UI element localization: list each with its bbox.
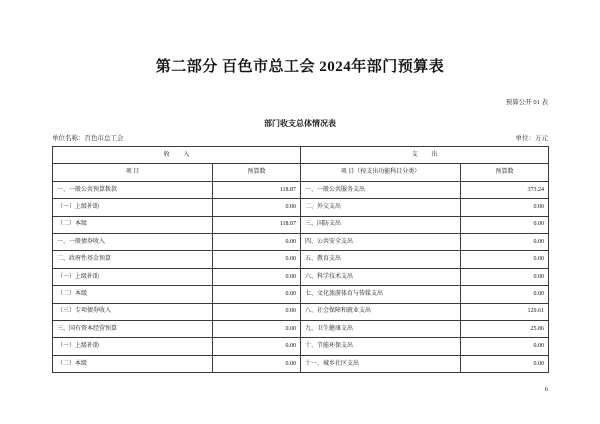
expense-item-cell: 二、外交支出 xyxy=(301,199,461,216)
expense-amount-cell: 0.00 xyxy=(461,251,549,268)
expense-item-cell: 十一、城乡社区支出 xyxy=(301,355,461,372)
budget-disclosure-label: 预算公开 01 表 xyxy=(505,99,548,106)
income-item-cell: （二）本级 xyxy=(53,216,213,233)
income-amount-cell: 0.00 xyxy=(213,286,301,303)
income-item-cell: （三）专项债券收入 xyxy=(53,303,213,320)
table-group-header-row xyxy=(53,147,549,164)
income-item-cell: 一、一般债券收入 xyxy=(53,233,213,250)
income-item-cell: （一）上级补助 xyxy=(53,268,213,285)
expense-amount-cell: 0.00 xyxy=(461,268,549,285)
unit-name-label: 单位名称： xyxy=(52,135,85,142)
expense-amount-cell: 0.00 xyxy=(461,286,549,303)
expense-amount-cell: 0.00 xyxy=(461,338,549,355)
income-item-cell: 二、政府性基金预算 xyxy=(53,251,213,268)
expense-amount-cell: 373.24 xyxy=(461,181,549,198)
income-item-cell: 三、国有资本经营预算 xyxy=(53,320,213,337)
expense-item-cell: 一、一般公共服务支出 xyxy=(301,181,461,198)
income-amount-cell: 0.00 xyxy=(213,355,301,372)
expense-item-cell: 五、教育支出 xyxy=(301,251,461,268)
income-amount-cell: 118.87 xyxy=(213,181,301,198)
table-row xyxy=(53,268,549,285)
income-item-header: 项 目 xyxy=(53,164,213,181)
expense-amount-cell: 129.61 xyxy=(461,303,549,320)
income-amount-cell: 0.00 xyxy=(213,268,301,285)
table-row xyxy=(53,286,549,303)
income-item-cell: 一、一般公共预算拨款 xyxy=(53,181,213,198)
expense-item-cell: 十、节能环保支出 xyxy=(301,338,461,355)
income-item-cell: （二）本级 xyxy=(53,355,213,372)
table-column-header-row xyxy=(53,164,549,181)
budget-table xyxy=(52,146,549,373)
income-amount-cell: 0.00 xyxy=(213,320,301,337)
table-row xyxy=(53,251,549,268)
expense-group-header: 支 出 xyxy=(301,147,549,164)
expense-item-cell: 六、科学技术支出 xyxy=(301,268,461,285)
page-title: 第二部分 百色市总工会 2024年部门预算表 xyxy=(155,59,445,75)
page-number: 6 xyxy=(544,386,548,393)
table-row xyxy=(53,233,549,250)
unit-name-value: 百色市总工会 xyxy=(84,135,124,142)
income-amount-header: 预算数 xyxy=(213,164,301,181)
expense-amount-header: 预算数 xyxy=(461,164,549,181)
expense-item-cell: 四、公共安全支出 xyxy=(301,233,461,250)
table-row xyxy=(53,303,549,320)
unit-name xyxy=(52,133,124,142)
income-amount-cell: 0.00 xyxy=(213,338,301,355)
expense-amount-cell: 0.00 xyxy=(461,355,549,372)
table-title: 部门收支总体情况表 xyxy=(264,119,336,128)
table-row xyxy=(53,338,549,355)
income-item-cell: （一）上级补助 xyxy=(53,199,213,216)
expense-amount-cell: 0.00 xyxy=(461,233,549,250)
table-row xyxy=(53,199,549,216)
income-amount-cell: 118.87 xyxy=(213,216,301,233)
income-group-header: 收 入 xyxy=(53,147,301,164)
table-row xyxy=(53,320,549,337)
expense-item-header: 项 目（按支出功能科目分类） xyxy=(301,164,461,181)
expense-item-cell: 三、国防支出 xyxy=(301,216,461,233)
income-item-cell: （二）本级 xyxy=(53,286,213,303)
income-amount-cell: 0.00 xyxy=(213,199,301,216)
income-amount-cell: 0.00 xyxy=(213,233,301,250)
expense-amount-cell: 25.86 xyxy=(461,320,549,337)
expense-amount-cell: 0.00 xyxy=(461,199,549,216)
expense-item-cell: 八、社会保障和就业支出 xyxy=(301,303,461,320)
income-item-cell: （一）上级补助 xyxy=(53,338,213,355)
table-meta-row xyxy=(52,133,548,142)
table-row xyxy=(53,216,549,233)
currency-unit-label: 单位：万元 xyxy=(515,135,548,142)
table-row xyxy=(53,181,549,198)
income-amount-cell: 0.00 xyxy=(213,251,301,268)
expense-item-cell: 九、卫生健康支出 xyxy=(301,320,461,337)
table-row xyxy=(53,355,549,372)
expense-item-cell: 七、文化旅游体育与传媒支出 xyxy=(301,286,461,303)
expense-amount-cell: 0.00 xyxy=(461,216,549,233)
income-amount-cell: 0.00 xyxy=(213,303,301,320)
